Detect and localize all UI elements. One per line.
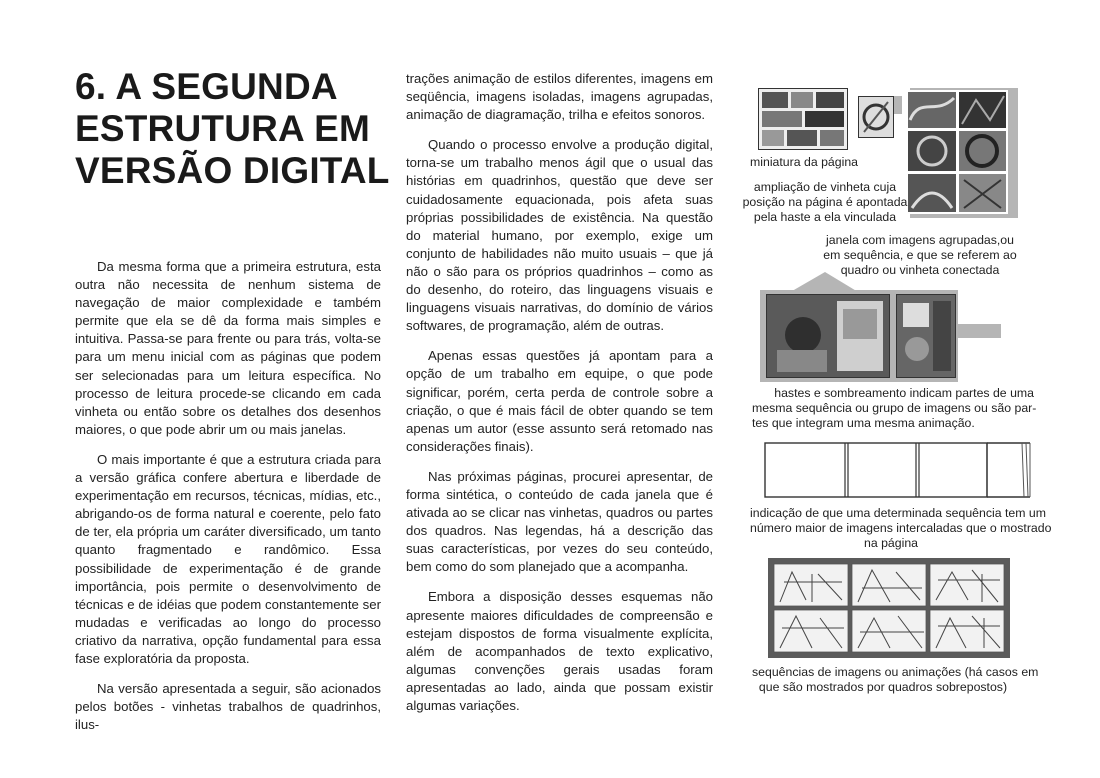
paragraph: Embora a disposição desses esquemas não apresente maiores dificuldades de compreensão e estejam dispostos de forma visualmente explícita, além de acompanhados de texto explicativo, algumas convenções gerais usadas foram apresentadas ao lado, ainda que possam existir algumas variações. bbox=[406, 589, 713, 713]
sequence-image-1 bbox=[766, 294, 890, 378]
paragraph: Apenas essas questões já apontam para a opção de um trabalho em equipe, o que pode significar, porém, certa perda de controle sobre a criação, o que é mais fácil de obter quando se tem apenas um autor (esse assunto será retomado nas considerações finais). bbox=[406, 348, 713, 454]
caption-line: que são mostrados por quadros sobrepostos) bbox=[758, 680, 1008, 694]
paragraph: trações animação de estilos diferentes, imagens em seqüência, imagens isoladas, imagens agrupadas, animação de diagramação, trilha e efeitos sonoros. bbox=[406, 71, 713, 123]
caption-sequencias bbox=[752, 665, 1039, 695]
caption-line: mesma sequência ou grupo de imagens ou são par- bbox=[752, 401, 1037, 415]
sketch-sequence-image bbox=[772, 562, 1006, 654]
page-thumbnail-image bbox=[758, 88, 848, 150]
caption-line: número maior de imagens intercaladas que o mostrado bbox=[750, 521, 1052, 535]
paragraph: Da mesma forma que a primeira estrutura, esta outra não necessita de nenhum sistema de navegação de maior complexidade e também permite que ela se dê da forma mais simples e intuitiva. Passa-se para frente ou para trás, volta-se para um menu inicial com as páginas que podem ser selecionadas para um leitura específica. No processo de leitura procede-se clicando em cada vinheta ou então sobre os detalhes dos desenhos maiores, o que pode abrir um ou mais janelas. bbox=[75, 259, 381, 437]
caption-line: hastes e sombreamento indicam partes de uma bbox=[774, 386, 1034, 400]
caption-line: posição na página é apontada bbox=[742, 195, 908, 209]
paragraph: Quando o processo envolve a produção digital, torna-se um trabalho menos ágil que o usual das histórias em quadrinhos, questão que deve ser cuidadosamente equacionada, pois afeta suas próprias possibilidades de existência. Na questão do material humano, por exemplo, exige um conjunto de habilidades não muito usuais – que já não o são para os próprios quadrinhos – como as do desenho, do roteiro, das linguagens visuais e linguagens visuais narrativas, do domínio de vários softwares, de programação, além de outras. bbox=[406, 137, 713, 334]
title-line-3: VERSÃO DIGITAL bbox=[75, 150, 390, 191]
grouped-images-window bbox=[906, 90, 1008, 214]
paragraph: O mais importante é que a estrutura criada para a versão gráfica confere abertura e liberdade de experimentação em recursos, técnicas, mídias, etc., abrigando-os de forma natural e coerente, pelo fato de ter, ela própria um caráter diversificado, um tanto quanto fragmentado e randômico. Essa possibilidade de experimentação é de grande importância, pois permite o desenvolvimento de técnicas e de idéias que podem constantemente ser mudadas e verificadas ao longo do processo criativo da narrativa, opção fundamental para essa fase exploratória da proposta. bbox=[75, 451, 381, 666]
caption-miniatura: miniatura da página bbox=[750, 155, 859, 169]
caption-line: tes que integram uma mesma animação. bbox=[752, 416, 975, 430]
caption-line: em sequência, e que se referem ao bbox=[823, 248, 1017, 262]
caption-line: ampliação de vinheta cuja bbox=[753, 180, 897, 194]
paragraph: Nas próximas páginas, procurei apresentar, de forma sintética, o conteúdo de cada janela que é ativada ao se clicar nas vinhetas, quadros ou partes dos quadros. Nas legendas, há a descrição das suas características, por vezes do seu conteúdo, bem como do som planejado que a acompanha. bbox=[406, 468, 713, 575]
caption-hastes bbox=[752, 386, 1037, 431]
text-column-2 bbox=[406, 70, 713, 727]
caption-line: pela haste a ela vinculada bbox=[753, 210, 897, 224]
title-line-1: 6. A SEGUNDA bbox=[75, 66, 338, 107]
caption-ampliacao bbox=[742, 180, 908, 225]
caption-line: quadro ou vinheta conectada bbox=[840, 263, 1000, 277]
caption-line: indicação de que uma determinada sequência tem um bbox=[750, 506, 1046, 520]
title-line-2: ESTRUTURA EM bbox=[75, 108, 370, 149]
caption-line: janela com imagens agrupadas,ou bbox=[826, 233, 1014, 247]
connector-bar bbox=[956, 324, 1001, 338]
magnified-panel-image bbox=[858, 96, 894, 138]
page-title bbox=[75, 66, 390, 192]
text-column-1 bbox=[75, 258, 381, 746]
paragraph: Na versão apresentada a seguir, são acionados pelos botões - vinhetas trabalhos de quadrinhos, ilus- bbox=[75, 681, 381, 733]
stacked-frames-outline bbox=[762, 440, 1034, 502]
sequence-image-2 bbox=[896, 294, 956, 378]
caption-indicacao bbox=[750, 506, 1052, 551]
caption-line: sequências de imagens ou animações (há casos em bbox=[752, 665, 1039, 679]
caption-line: na página bbox=[863, 536, 919, 550]
